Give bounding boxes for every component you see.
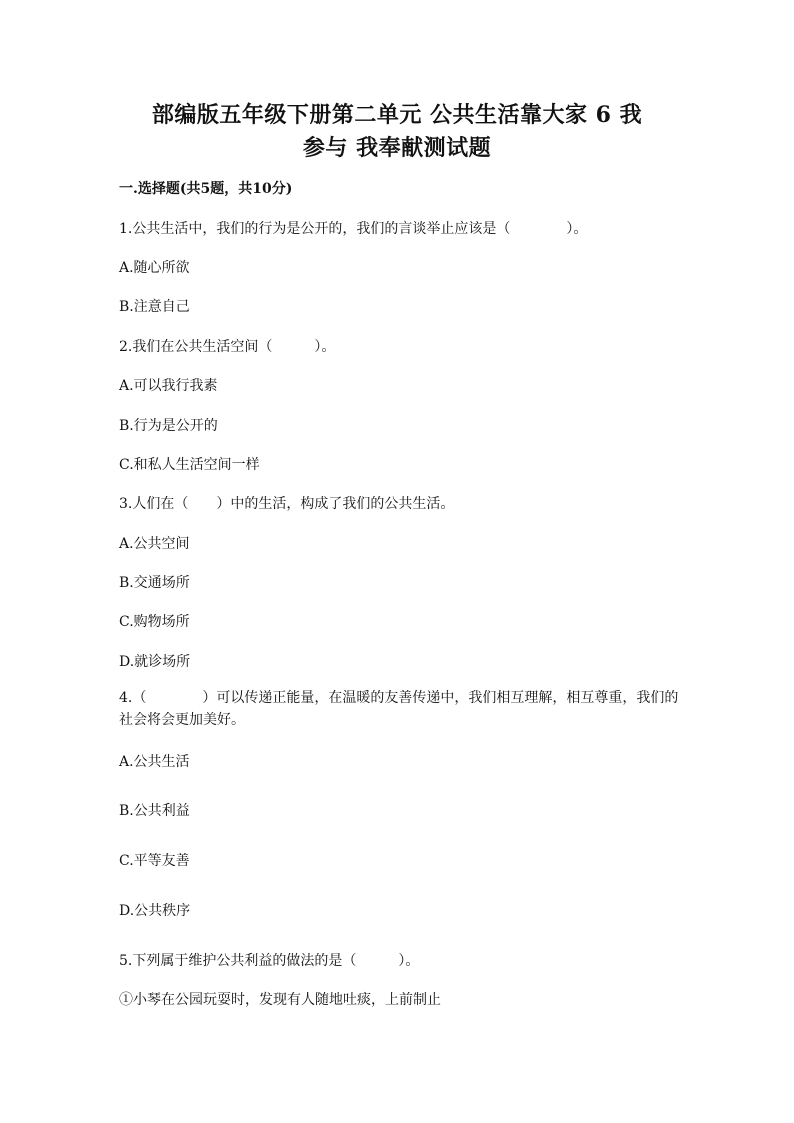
question-2-option-c: C.和私人生活空间一样	[119, 457, 260, 473]
question-4-stem: 4.（ ）可以传递正能量，在温暖的友善传递中，我们相互理解，相互尊重，我们的社会将会更加美好。	[119, 690, 679, 728]
question-3-option-c: C.购物场所	[119, 614, 190, 630]
question-4-option-d: D.公共秩序	[119, 903, 191, 919]
question-1-option-a: A.随心所欲	[119, 260, 190, 276]
question-4-option-b: B.公共利益	[119, 803, 190, 819]
question-1-stem: 1.公共生活中，我们的行为是公开的，我们的言谈举止应该是（ ）。	[119, 221, 588, 237]
question-1-option-b: B.注意自己	[119, 299, 190, 315]
question-2-stem: 2.我们在公共生活空间（ ）。	[119, 339, 336, 355]
question-3-option-d: D.就诊场所	[119, 654, 191, 670]
page-title-line-1: 部编版五年级下册第二单元 公共生活靠大家 6 我	[151, 102, 643, 128]
question-5-statement-1: ①小琴在公园玩耍时，发现有人随地吐痰，上前制止	[119, 992, 441, 1008]
section-heading: 一.选择题(共5题，共10分)	[119, 181, 293, 197]
question-3-stem: 3.人们在（ ）中的生活，构成了我们的公共生活。	[119, 496, 455, 512]
question-2-option-b: B.行为是公开的	[119, 418, 218, 434]
page-title-line-2: 参与 我奉献测试题	[302, 135, 492, 161]
question-4-option-a: A.公共生活	[119, 754, 190, 770]
question-5-stem: 5.下列属于维护公共利益的做法的是（ ）。	[119, 953, 420, 969]
question-3-option-b: B.交通场所	[119, 575, 190, 591]
question-2-option-a: A.可以我行我素	[119, 378, 218, 394]
question-4-option-c: C.平等友善	[119, 853, 190, 869]
question-3-option-a: A.公共空间	[119, 536, 190, 552]
